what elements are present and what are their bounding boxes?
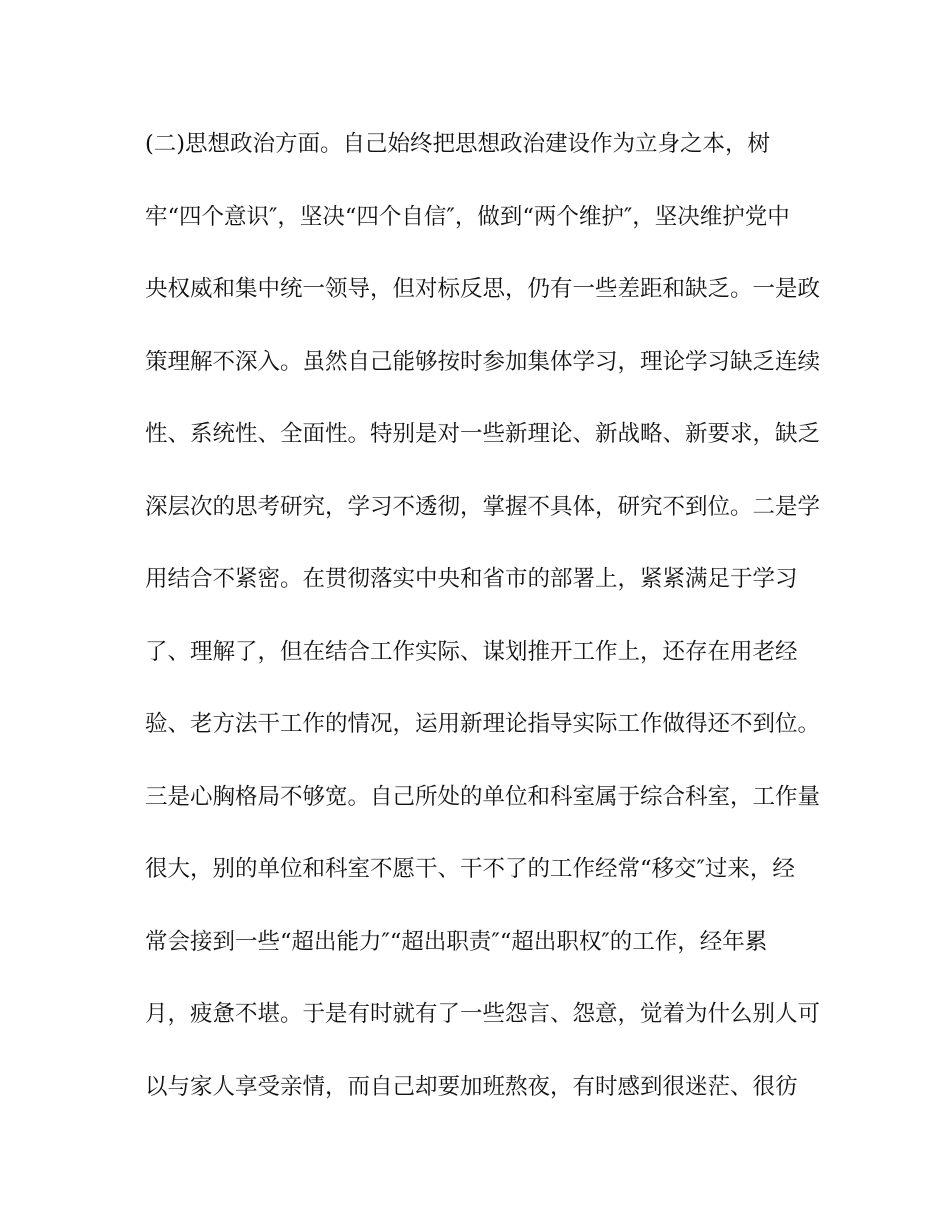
text-line: 很大，别的单位和科室不愿干、干不了的工作经常“移交″过来，经 (145, 856, 795, 882)
text-line: 常会接到一些“超出能力″“超出职责″“超出职权″的工作，经年累 (145, 928, 768, 955)
text-line: 央权威和集中统一领导，但对标反思，仍有一些差距和缺乏。一是政 (145, 276, 821, 302)
text-line: 以与家人享受亲情，而自己却要加班熬夜，有时感到很迷茫、很彷 (145, 1073, 798, 1100)
body-paragraph (145, 126, 821, 1141)
text-line: 策理解不深入。虽然自己能够按时参加集体学习，理论学习缺乏连续 (145, 348, 821, 375)
text-line: 三是心胸格局不够宽。自己所处的单位和科室属于综合科室，工作量 (145, 783, 821, 810)
text-line: 用结合不紧密。在贯彻落实中央和省市的部署上，紧紧满足于学习 (145, 566, 798, 592)
text-line: 牢“四个意识″，坚决“四个自信″，做到“两个维护″，坚决维护党中 (145, 203, 790, 230)
text-line: (二)思想政治方面。自己始终把思想政治建设作为立身之本，树 (145, 131, 771, 157)
text-line: 了、理解了，但在结合工作实际、谋划推开工作上，还存在用老经 (145, 638, 798, 665)
text-line: 月，疲惫不堪。于是有时就有了一些怨言、怨意，觉着为什么别人可 (145, 1001, 821, 1027)
text-line: 验、老方法干工作的情况，运用新理论指导实际工作做得还不到位。 (145, 711, 821, 737)
text-line: 性、系统性、全面性。特别是对一些新理论、新战略、新要求，缺乏 (145, 421, 821, 447)
text-line: 深层次的思考研究，学习不透彻，掌握不具体，研究不到位。二是学 (145, 493, 821, 520)
